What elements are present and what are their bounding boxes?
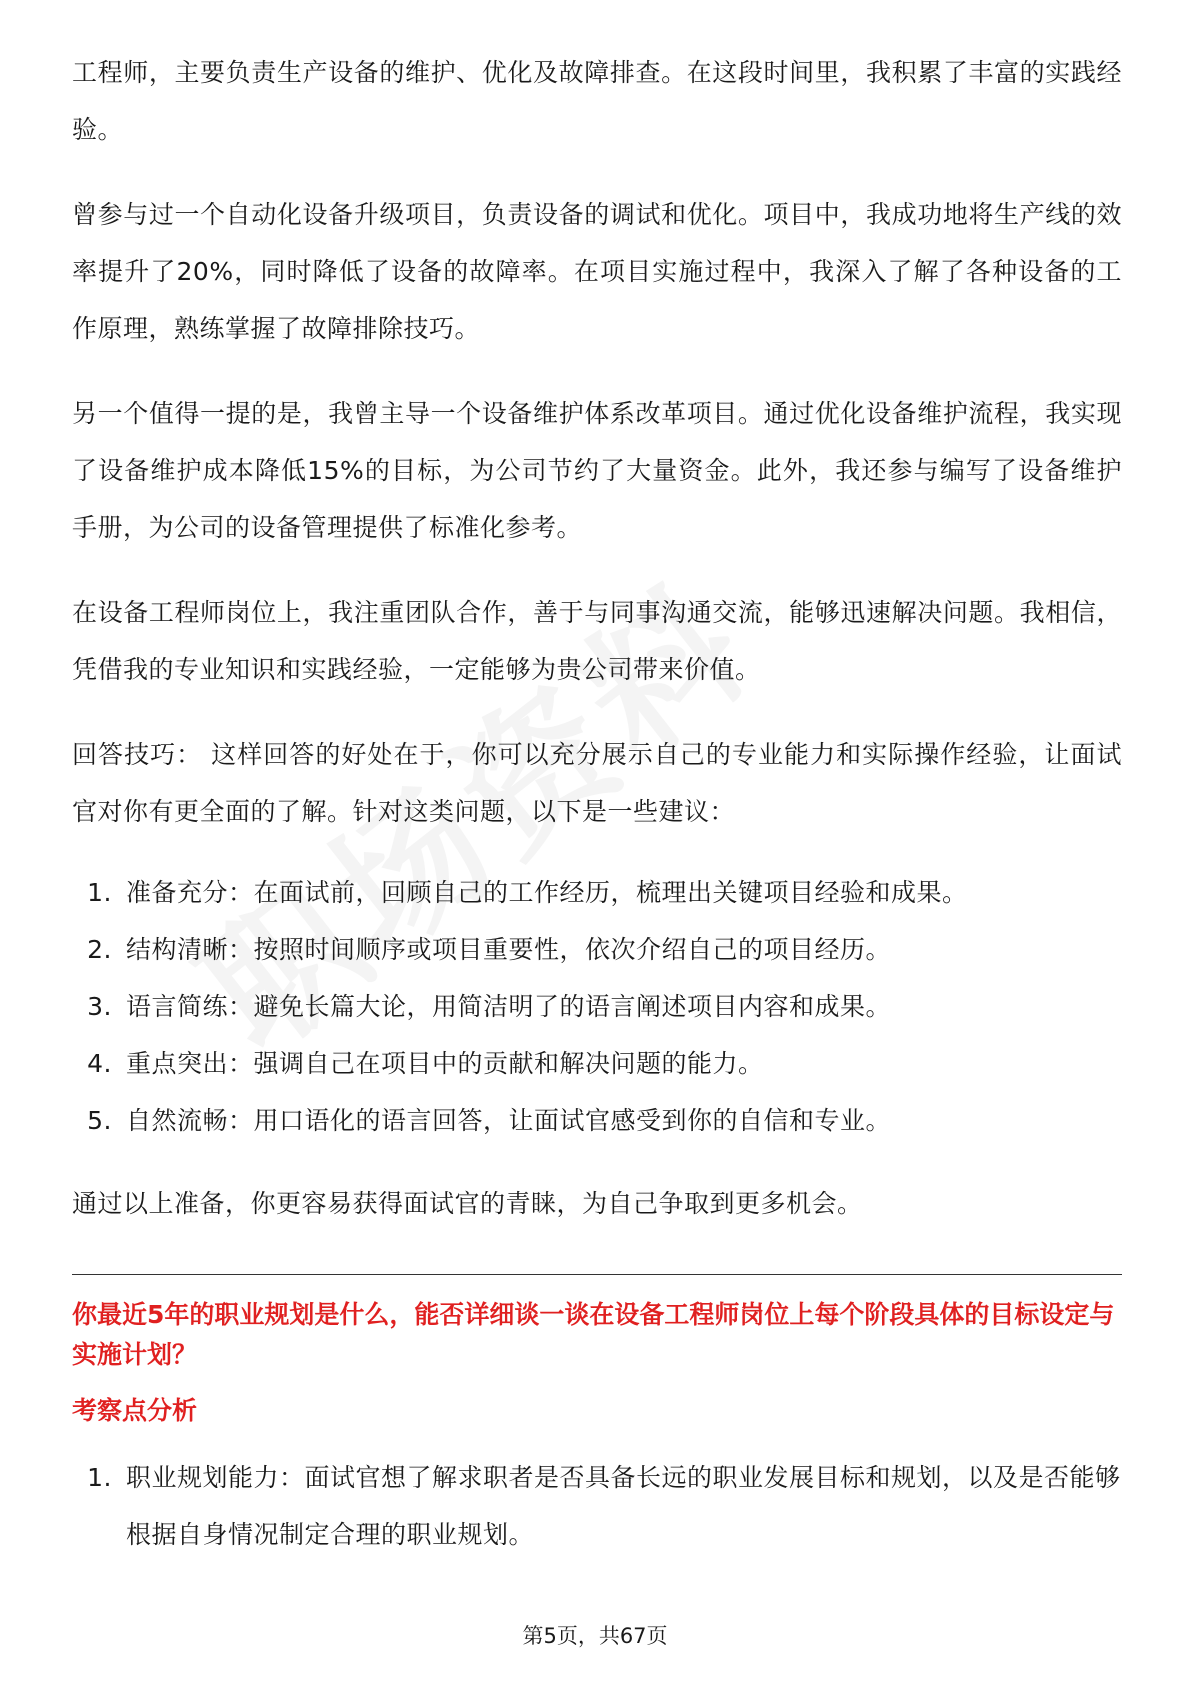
interview-question: 你最近5年的职业规划是什么，能否详细谈一谈在设备工程师岗位上每个阶段具体的目标设定与实施计划？ xyxy=(72,1300,1115,1369)
page-content xyxy=(72,44,1122,1563)
section-divider xyxy=(72,1274,1122,1275)
answer-tips-intro: 回答技巧： 这样回答的好处在于，你可以充分展示自己的专业能力和实际操作经验，让面试官对你有更全面的了解。针对这类问题，以下是一些建议： xyxy=(72,740,1122,826)
list-number: 2. xyxy=(87,935,112,964)
list-number: 3. xyxy=(87,992,112,1021)
list-item-text: 重点突出：强调自己在项目中的贡献和解决问题的能力。 xyxy=(126,1049,764,1078)
list-item xyxy=(72,1035,1122,1092)
list-item xyxy=(72,864,1122,921)
list-item xyxy=(72,1449,1122,1563)
list-item-text: 自然流畅：用口语化的语言回答，让面试官感受到你的自信和专业。 xyxy=(126,1106,892,1135)
body-paragraph-2: 曾参与过一个自动化设备升级项目，负责设备的调试和优化。项目中，我成功地将生产线的效率提升了20%，同时降低了设备的故障率。在项目实施过程中，我深入了解了各种设备的工作原理，熟练掌握了故障排除技巧。 xyxy=(72,200,1122,343)
analysis-list xyxy=(72,1449,1122,1563)
section-title: 考察点分析 xyxy=(72,1396,198,1425)
list-number: 4. xyxy=(87,1049,112,1078)
body-paragraph-4: 在设备工程师岗位上，我注重团队合作，善于与同事沟通交流，能够迅速解决问题。我相信，凭借我的专业知识和实践经验，一定能够为贵公司带来价值。 xyxy=(72,598,1122,684)
list-number: 1. xyxy=(87,878,112,907)
list-number: 5. xyxy=(87,1106,112,1135)
list-item-text: 准备充分：在面试前，回顾自己的工作经历，梳理出关键项目经验和成果。 xyxy=(126,878,968,907)
list-item-text: 语言简练：避免长篇大论，用简洁明了的语言阐述项目内容和成果。 xyxy=(126,992,892,1021)
page-number: 第5页，共67页 xyxy=(522,1624,668,1648)
body-paragraph-1: 工程师，主要负责生产设备的维护、优化及故障排查。在这段时间里，我积累了丰富的实践经验。 xyxy=(72,58,1122,144)
list-item-text: 结构清晰：按照时间顺序或项目重要性，依次介绍自己的项目经历。 xyxy=(126,935,892,964)
list-item xyxy=(72,921,1122,978)
body-paragraph-3: 另一个值得一提的是，我曾主导一个设备维护体系改革项目。通过优化设备维护流程，我实现了设备维护成本降低15%的目标，为公司节约了大量资金。此外，我还参与编写了设备维护手册，为公司的设备管理提供了标准化参考。 xyxy=(72,399,1122,542)
tips-list xyxy=(72,864,1122,1149)
list-item xyxy=(72,978,1122,1035)
list-number: 1. xyxy=(87,1463,112,1492)
closing-paragraph: 通过以上准备，你更容易获得面试官的青睐，为自己争取到更多机会。 xyxy=(72,1189,863,1218)
list-item xyxy=(72,1092,1122,1149)
list-item-text: 职业规划能力：面试官想了解求职者是否具备长远的职业发展目标和规划，以及是否能够根据自身情况制定合理的职业规划。 xyxy=(126,1463,1121,1549)
